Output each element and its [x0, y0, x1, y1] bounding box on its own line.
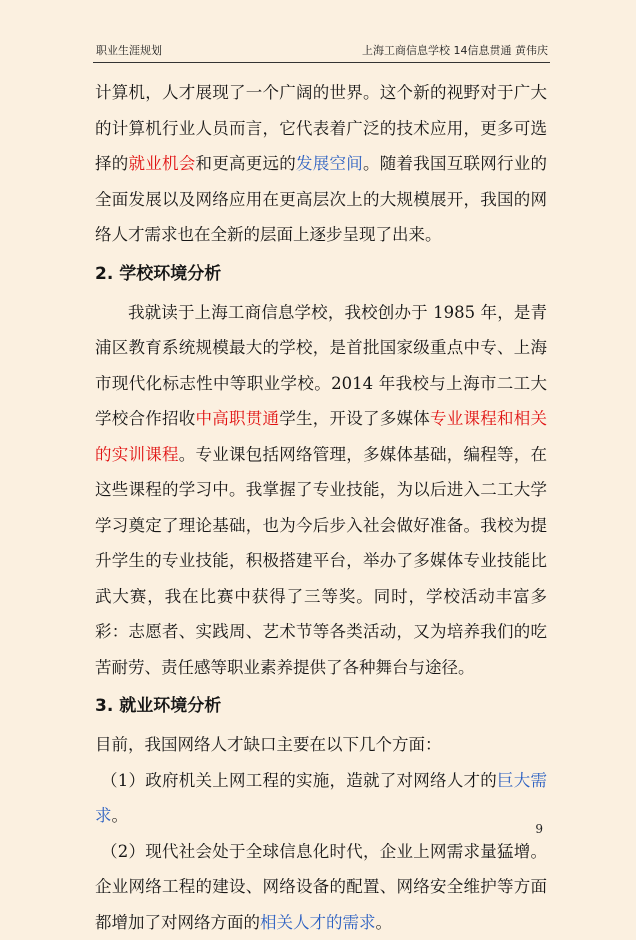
page-header: [96, 42, 548, 60]
paragraph-text: 。专业课包括网络管理，多媒体基础，编程等，在这些课程的学习中。我掌握了专业技能，为以后进入二工大学学习奠定了理论基础，也为今后步入社会做好准备。我校为提升学生的专业技能，积极搭建平台，举办了多媒体专业技能比武大赛，我在比赛中获得了三等奖。同时，学校活动丰富多彩：志愿者、实践周、艺术节等各类活动，又为培养我们的吃苦耐劳、责任感等职业素养提供了各种舞台与途径。: [95, 445, 547, 677]
header-divider: [93, 62, 550, 63]
highlight-courses: 专业课程和相关的实训课程: [95, 409, 547, 464]
highlight-huge-demand: 巨大需求: [95, 771, 547, 826]
paragraph-text: 。: [112, 806, 129, 825]
highlight-vocational-program: 中高职贯通: [196, 409, 280, 428]
paragraph-text: 和更高更远的: [196, 154, 297, 173]
page-number: 9: [535, 822, 543, 836]
header-right-title: 上海工商信息学校 14信息贯通 黄伟庆: [362, 42, 548, 60]
section-heading-employment: 3. 就业环境分析: [95, 685, 547, 727]
highlight-employment-opportunity: 就业机会: [129, 154, 196, 173]
paragraph-school-analysis: [95, 295, 547, 686]
paragraph-network-talent: [95, 75, 547, 253]
paragraph-text: （2）现代社会处于全球信息化时代，企业上网需求量猛增。企业网络工程的建设、网络设备的配置、网络安全维护等方面都增加了对网络方面的: [95, 842, 547, 932]
paragraph-text: 我就读于上海工商信息学校，我校创办于 1985 年，是青浦区教育系统规模最大的学校，是首批国家级重点中专、上海市现代化标志性中等职业学校。2014 年我校与上海市二工大学校合作招收: [95, 303, 547, 429]
header-left-title: 职业生涯规划: [96, 42, 162, 60]
list-item-enterprise: [95, 834, 547, 940]
list-item-government: [95, 763, 547, 834]
paragraph-text: 计算机，人才展现了一个广阔的世界。这个新的视野对于广大的计算机行业人员而言，它代表着广泛的技术应用，更多可选择的: [95, 83, 547, 173]
section-heading-school: 2. 学校环境分析: [95, 253, 547, 295]
paragraph-text: （1）政府机关上网工程的实施，造就了对网络人才的: [101, 771, 497, 790]
page-body: [95, 75, 547, 940]
paragraph-text: 。: [376, 913, 393, 932]
paragraph-text: 学生，开设了多媒体: [279, 409, 430, 428]
highlight-development-space: 发展空间: [296, 154, 363, 173]
paragraph-text: 。随着我国互联网行业的全面发展以及网络应用在更高层次上的大规模展开，我国的网络人才需求也在全新的层面上逐步呈现了出来。: [95, 154, 547, 244]
highlight-related-talent: 相关人才的需求: [260, 913, 376, 932]
paragraph-talent-gap-intro: 目前，我国网络人才缺口主要在以下几个方面：: [95, 727, 547, 763]
